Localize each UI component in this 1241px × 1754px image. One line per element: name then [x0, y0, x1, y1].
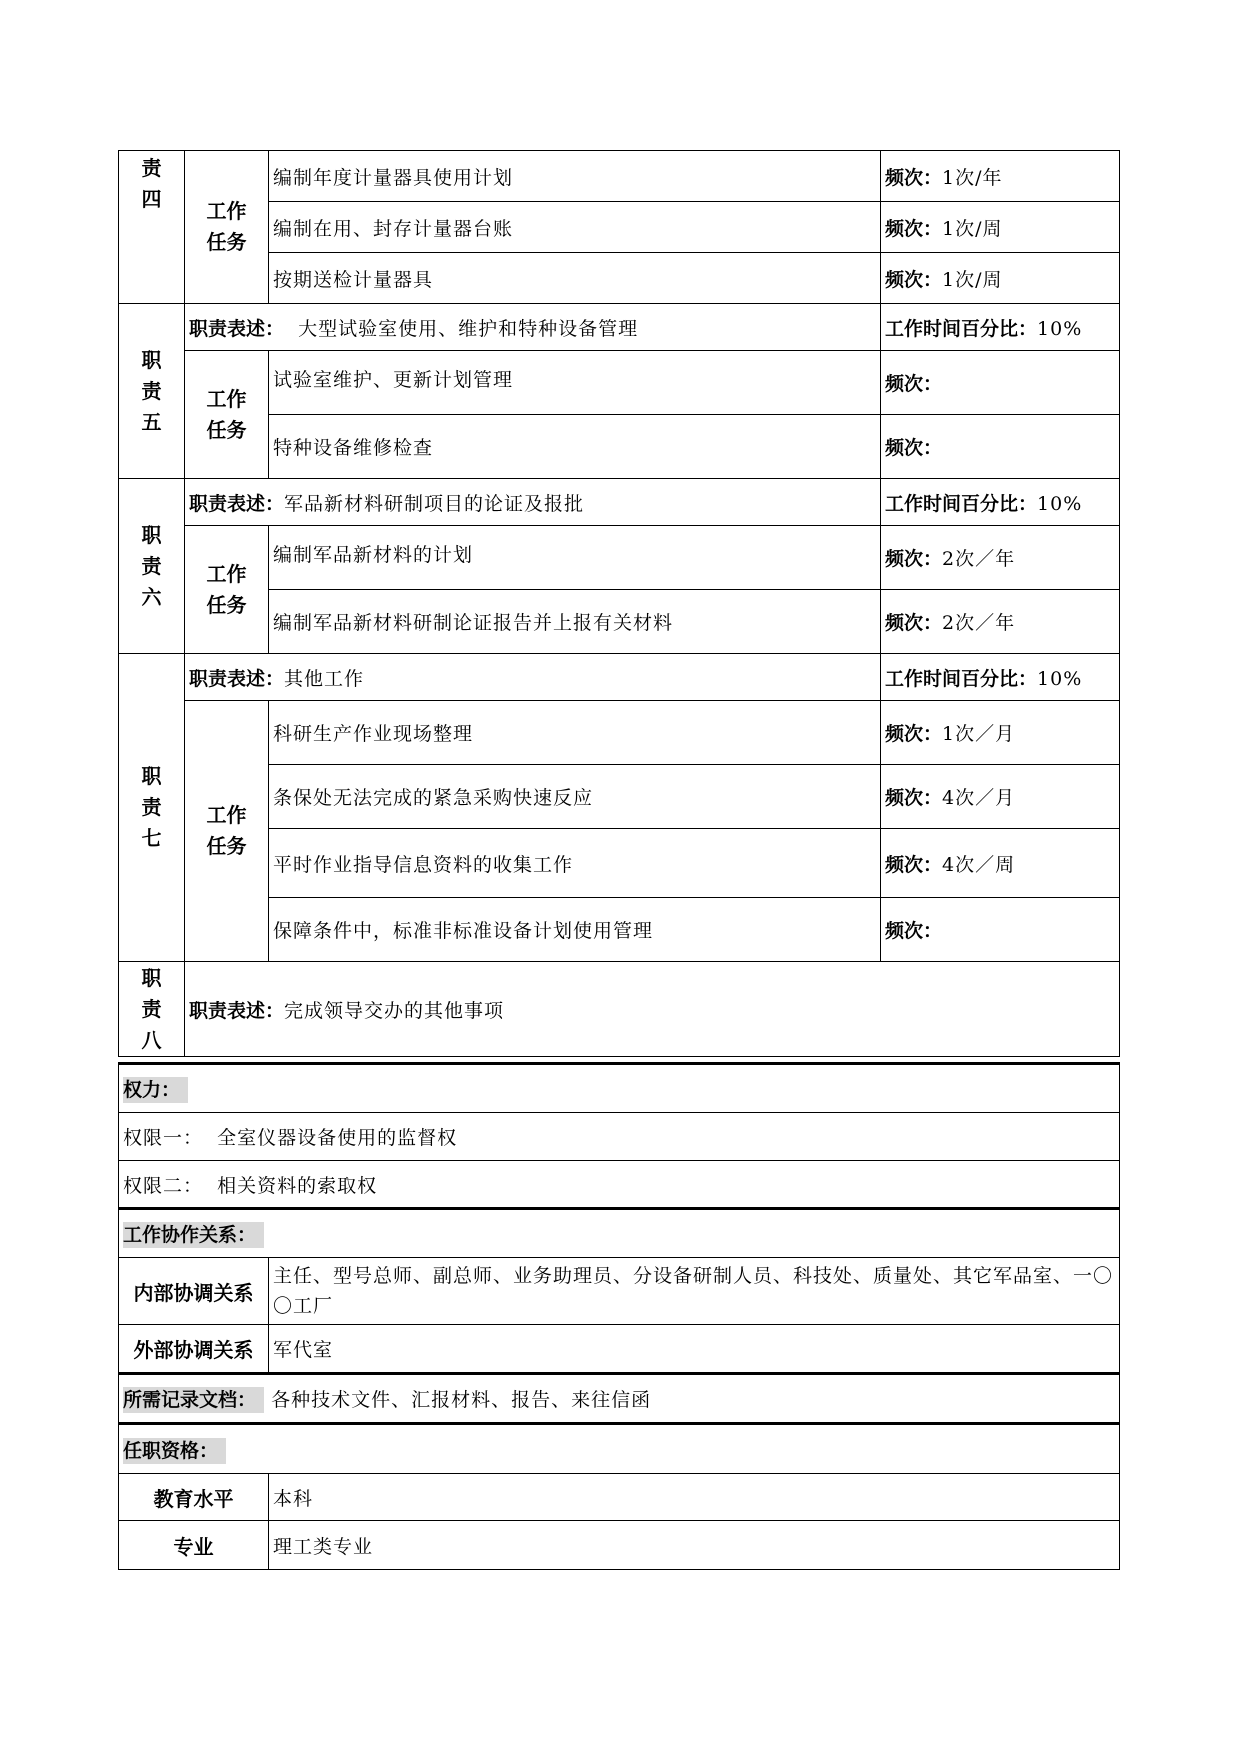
task-frequency: 频次：: [881, 415, 1120, 479]
internal-coordination-row: [119, 1258, 1120, 1325]
task-frequency: 频次：1次/年: [881, 151, 1120, 202]
task-text: 特种设备维修检查: [269, 415, 881, 479]
duty6-task-row: [119, 526, 1120, 590]
duty7-task-row: [119, 898, 1120, 962]
task-frequency: 频次：1次/周: [881, 202, 1120, 253]
duty-description: 职责表述： 大型试验室使用、维护和特种设备管理: [185, 304, 881, 351]
duty5-task-row: [119, 415, 1120, 479]
duty5-desc-row: [119, 304, 1120, 351]
duties-table: [118, 150, 1120, 1057]
power-item-row: [119, 1161, 1120, 1209]
duty7-task-row: [119, 765, 1120, 829]
task-text: 编制军品新材料研制论证报告并上报有关材料: [269, 590, 881, 654]
time-percentage: 工作时间百分比：10%: [881, 654, 1120, 701]
duty7-task-row: [119, 701, 1120, 765]
task-frequency: 频次：1次／月: [881, 701, 1120, 765]
work-task-label: 工作 任务: [185, 701, 269, 962]
power-item-row: [119, 1113, 1120, 1161]
internal-coordination-text: 主任、型号总师、副总师、业务助理员、分设备研制人员、科技处、质量处、其它军品室、一〇〇工厂: [269, 1258, 1120, 1325]
duty5-task-row: [119, 351, 1120, 415]
duty-description: 职责表述：军品新材料研制项目的论证及报批: [185, 479, 881, 526]
task-text: 条保处无法完成的紧急采购快速反应: [269, 765, 881, 829]
duty4-label: 责 四: [119, 151, 185, 304]
power-heading: 权力：: [119, 1064, 1120, 1113]
duty-description: 职责表述：完成领导交办的其他事项: [185, 962, 1120, 1057]
task-text: 按期送检计量器具: [269, 253, 881, 304]
qualification-heading-row: [119, 1424, 1120, 1474]
info-table: [118, 1062, 1120, 1570]
duty7-label: 职 责 七: [119, 654, 185, 962]
duty6-task-row: [119, 590, 1120, 654]
task-text: 平时作业指导信息资料的收集工作: [269, 829, 881, 898]
major-label: 专业: [119, 1521, 269, 1570]
external-coordination-text: 军代室: [269, 1325, 1120, 1374]
time-percentage: 工作时间百分比：10%: [881, 304, 1120, 351]
task-frequency: 频次：4次／月: [881, 765, 1120, 829]
duty-description: 职责表述：其他工作: [185, 654, 881, 701]
major-value: 理工类专业: [269, 1521, 1120, 1570]
task-text: 编制军品新材料的计划: [269, 526, 881, 590]
records-row: [119, 1374, 1120, 1424]
education-label: 教育水平: [119, 1474, 269, 1521]
external-coordination-label: 外部协调关系: [119, 1325, 269, 1374]
work-task-label: 工作 任务: [185, 151, 269, 304]
major-row: [119, 1521, 1120, 1570]
cooperation-heading-row: [119, 1209, 1120, 1258]
task-text: 科研生产作业现场整理: [269, 701, 881, 765]
task-text: 保障条件中，标准非标准设备计划使用管理: [269, 898, 881, 962]
education-row: [119, 1474, 1120, 1521]
duty7-desc-row: [119, 654, 1120, 701]
task-frequency: 频次：1次/周: [881, 253, 1120, 304]
cooperation-heading: 工作协作关系：: [119, 1209, 1120, 1258]
duty4-task-row: [119, 202, 1120, 253]
work-task-label: 工作 任务: [185, 351, 269, 479]
internal-coordination-label: 内部协调关系: [119, 1258, 269, 1325]
power-item: 权限一： 全室仪器设备使用的监督权: [119, 1113, 1120, 1161]
power-item: 权限二： 相关资料的索取权: [119, 1161, 1120, 1209]
task-frequency: 频次：2次／年: [881, 526, 1120, 590]
time-percentage: 工作时间百分比：10%: [881, 479, 1120, 526]
duty4-task-row: [119, 253, 1120, 304]
task-text: 编制在用、封存计量器台账: [269, 202, 881, 253]
duty8-row: [119, 962, 1120, 1057]
duty6-label: 职 责 六: [119, 479, 185, 654]
task-frequency: 频次：: [881, 351, 1120, 415]
task-frequency: 频次：2次／年: [881, 590, 1120, 654]
task-frequency: 频次：: [881, 898, 1120, 962]
duty6-desc-row: [119, 479, 1120, 526]
duty8-label: 职 责 八: [119, 962, 185, 1057]
education-value: 本科: [269, 1474, 1120, 1521]
task-text: 编制年度计量器具使用计划: [269, 151, 881, 202]
records: 所需记录文档： 各种技术文件、汇报材料、报告、来往信函: [119, 1374, 1120, 1424]
power-heading-row: [119, 1064, 1120, 1113]
duty7-task-row: [119, 829, 1120, 898]
external-coordination-row: [119, 1325, 1120, 1374]
task-text: 试验室维护、更新计划管理: [269, 351, 881, 415]
qualification-heading: 任职资格：: [119, 1424, 1120, 1474]
duty5-label: 职 责 五: [119, 304, 185, 479]
task-frequency: 频次：4次／周: [881, 829, 1120, 898]
work-task-label: 工作 任务: [185, 526, 269, 654]
duty4-task-row: [119, 151, 1120, 202]
